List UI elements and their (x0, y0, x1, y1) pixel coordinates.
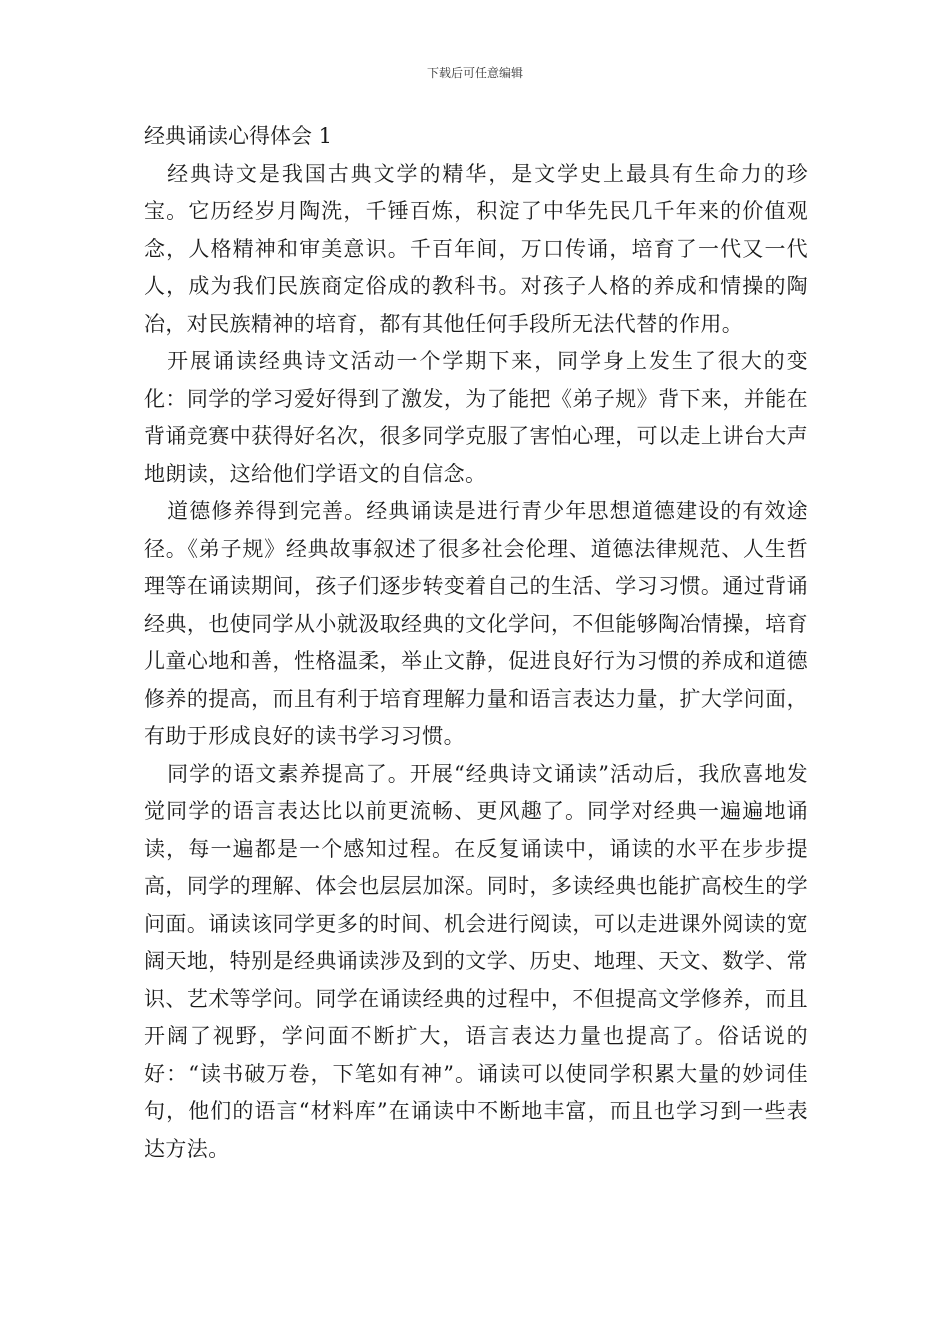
page-header-note: 下载后可任意编辑 (426, 66, 523, 80)
document-body (144, 118, 808, 1168)
document-title: 经典诵读心得体会 1 (144, 124, 333, 148)
paragraph-language-literacy: 同学的语文素养提高了。开展“经典诗文诵读”活动后，我欣喜地发觉同学的语言表达比以前更流畅、更风趣了。同学对经典一遍遍地诵读，每一遍都是一个感知过程。在反复诵读中，诵读的水平在步步提高，同学的理解、体会也层层加深。同时，多读经典也能扩高校生的学问面。诵读该同学更多的时间、机会进行阅读，可以走进课外阅读的宽阔天地，特别是经典诵读涉及到的文学、历史、地理、天文、数学、常识、艺术等学问。同学在诵读经典的过程中，不但提高文学修养，而且开阔了视野，学问面不断扩大，语言表达力量也提高了。俗话说的好：“读书破万卷，下笔如有神”。诵读可以使同学积累大量的妙词佳句，他们的语言“材料库”在诵读中不断地丰富，而且也学习到一些表达方法。 (144, 761, 808, 1161)
paragraph-activity-changes: 开展诵读经典诗文活动一个学期下来，同学身上发生了很大的变化：同学的学习爱好得到了激发，为了能把《弟子规》背下来，并能在背诵竞赛中获得好名次，很多同学克服了害怕心理，可以走上讲台大声地朗读，这给他们学语文的自信念。 (144, 349, 808, 486)
paragraph-intro: 经典诗文是我国古典文学的精华，是文学史上最具有生命力的珍宝。它历经岁月陶洗，千锤百炼，积淀了中华先民几千年来的价值观念，人格精神和审美意识。千百年间，万口传诵，培育了一代又一代人，成为我们民族商定俗成的教科书。对孩子人格的养成和情操的陶冶，对民族精神的培育，都有其他任何手段所无法代替的作用。 (144, 161, 808, 336)
paragraph-moral-cultivation: 道德修养得到完善。经典诵读是进行青少年思想道德建设的有效途径。《弟子规》经典故事叙述了很多社会伦理、道德法律规范、人生哲理等在诵读期间，孩子们逐步转变着自己的生活、学习习惯。通过背诵经典，也使同学从小就汲取经典的文化学问，不但能够陶冶情操，培育儿童心地和善，性格温柔，举止文静，促进良好行为习惯的养成和道德修养的提高，而且有利于培育理解力量和语言表达力量，扩大学问面，有助于形成良好的读书学习习惯。 (144, 499, 808, 748)
